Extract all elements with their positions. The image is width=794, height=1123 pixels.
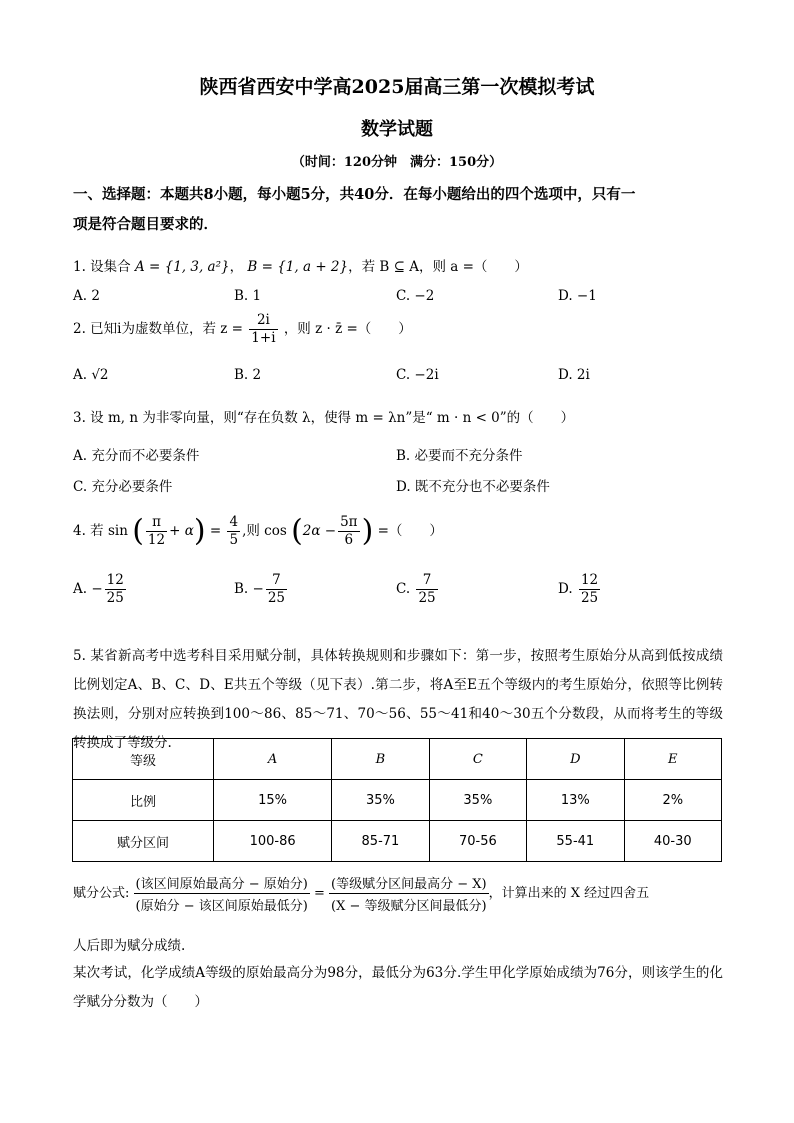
q4-f2-den: 5 xyxy=(229,532,239,548)
q4-f2-num: 4 xyxy=(229,514,239,530)
question-4-stem: 4. 若 sin ( $\frac{\pi}{12}$ + α) = $\frac{4}{5}$ ,则 cos (2α − $\frac{5\pi}{6}$ ) =（ ） xyxy=(73,513,443,549)
formula-right-den: (X − 等级赋分区间最低分) xyxy=(331,899,487,914)
formula-tail-line2: 人后即为赋分成绩. xyxy=(73,938,186,954)
q2-option-c: C. −2i xyxy=(396,367,439,383)
table-cell: 40-30 xyxy=(624,821,721,862)
grade-table xyxy=(72,738,722,862)
q4-f3-den: 6 xyxy=(344,532,354,548)
q4-fraction-2 xyxy=(227,514,240,549)
q4-option-c-label: C. xyxy=(396,581,411,597)
q4-option-c-num: 7 xyxy=(416,572,437,590)
table-cell: 70-56 xyxy=(429,821,526,862)
question-3-stem: 3. 设 m, n 为非零向量，则“存在负数 λ，使得 m = λn”是“ m · n < 0”的（ ） xyxy=(73,410,575,426)
table-cell: 15% xyxy=(214,780,332,821)
table-cell: 13% xyxy=(527,780,624,821)
q4-part-3: = xyxy=(209,523,222,539)
table-header-cell: C xyxy=(429,739,526,780)
question-5-intro: 5. 某省新高考中选考科目采用赋分制，具体转换规则和步骤如下：第一步，按照考生原始分从高到低按成绩比例划定A、B、C、D、E共五个等级（见下表）.第二步，将A至E五个等级内的考生原始分，依照等比例转换法则，分别对应转换到100～86、85～71、70～56、55～41和40～30五个分数段，从而将考生的等级转换成了等级分. xyxy=(73,648,723,751)
subject-title: 数学试题 xyxy=(361,119,433,140)
section-heading-line1: 一、选择题：本题共8小题，每小题5分，共40分．在每小题给出的四个选项中，只有一 xyxy=(73,186,636,203)
q4-fraction-3 xyxy=(338,514,359,549)
q4-option-a-den: 25 xyxy=(106,590,124,606)
q4-option-a xyxy=(73,572,128,607)
q3-option-d: D. 既不充分也不必要条件 xyxy=(396,479,550,495)
q2-suffix: ，则 z · z̄ =（ ） xyxy=(283,321,412,337)
table-cell: 55-41 xyxy=(527,821,624,862)
table-cell: 35% xyxy=(429,780,526,821)
q4-part-2: + α xyxy=(169,523,194,539)
q2-option-b: B. 2 xyxy=(234,367,262,383)
q1-set-b: B = {1, a + 2} xyxy=(247,259,349,275)
table-cell: 35% xyxy=(332,780,429,821)
q4-f3-num: 5π xyxy=(340,514,358,530)
q2-option-a: A. √2 xyxy=(73,367,109,383)
formula-label: 赋分公式: xyxy=(73,886,130,901)
q2-fraction-numerator: 2i xyxy=(249,312,277,330)
q4-part-1: 4. 若 sin xyxy=(73,523,128,539)
question-5-body: 某次考试，化学成绩A等级的原始最高分为98分，最低分为63分.学生甲化学原始成绩为76分，则该学生的化学赋分分数为（ ） xyxy=(73,965,723,1010)
table-header-cell: A xyxy=(214,739,332,780)
formula-left-num: (该区间原始最高分 − 原始分) xyxy=(134,872,310,894)
formula-tail: ，计算出来的 X 经过四舍五 xyxy=(488,886,650,901)
q4-option-b-sign: − xyxy=(252,581,264,597)
formula-left-den: (原始分 − 该区间原始最低分) xyxy=(135,899,308,914)
table-cell: 100-86 xyxy=(214,821,332,862)
q1-option-a: A. 2 xyxy=(73,288,100,304)
table-cell: 2% xyxy=(624,780,721,821)
q1-option-c: C. −2 xyxy=(396,288,435,304)
exam-title: 陕西省西安中学高2025届高三第一次模拟考试 xyxy=(199,76,595,98)
q4-option-b xyxy=(234,572,289,607)
table-row xyxy=(73,739,722,780)
q4-option-d-den: 25 xyxy=(580,590,599,606)
q1-sep: ， xyxy=(229,259,244,275)
table-cell: 赋分区间 xyxy=(73,821,214,862)
q4-part-4: ,则 cos xyxy=(242,523,287,539)
q3-option-a: A. 充分而不必要条件 xyxy=(73,448,200,464)
q4-option-b-label: B. xyxy=(234,581,249,597)
q2-option-d: D. 2i xyxy=(558,367,590,383)
q2-prefix: 2. 已知i为虚数单位，若 z = xyxy=(73,321,243,337)
formula-left-fraction xyxy=(134,872,310,915)
q4-f1-num: π xyxy=(146,514,167,532)
q4-option-a-label: A. xyxy=(73,581,88,597)
formula-right-num: (等级赋分区间最高分 − X) xyxy=(329,872,489,894)
exam-info: （时间：120分钟 满分：150分） xyxy=(291,155,503,170)
table-cell: 85-71 xyxy=(332,821,429,862)
section-heading-line2: 项是符合题目要求的． xyxy=(73,216,218,233)
q4-option-c-den: 25 xyxy=(418,590,436,606)
q4-option-d xyxy=(558,572,602,607)
q4-part-5: 2α − xyxy=(302,523,337,539)
q4-f1-den: 12 xyxy=(147,532,166,548)
q4-option-b-den: 25 xyxy=(267,590,286,606)
question-2-stem xyxy=(73,312,412,347)
q2-fraction xyxy=(249,312,277,347)
q4-option-a-sign: − xyxy=(91,581,103,597)
q1-condition: ，若 B ⊆ A，则 a =（ ） xyxy=(348,259,528,275)
q1-option-b: B. 1 xyxy=(234,288,262,304)
table-row xyxy=(73,780,722,821)
q4-option-d-num: 12 xyxy=(580,572,599,588)
q4-part-6: =（ ） xyxy=(377,523,443,539)
q1-set-a: A = {1, 3, a²} xyxy=(134,259,230,275)
table-header-cell: E xyxy=(624,739,721,780)
q3-option-b: B. 必要而不充分条件 xyxy=(396,448,523,464)
q4-fraction-1 xyxy=(146,514,167,549)
q4-option-a-num: 12 xyxy=(106,572,124,588)
formula-equals: = xyxy=(313,886,325,901)
question-1-stem xyxy=(73,255,528,275)
table-header-cell: D xyxy=(527,739,624,780)
q2-fraction-denominator: 1+i xyxy=(251,330,276,346)
q3-option-c: C. 充分必要条件 xyxy=(73,479,173,495)
q4-option-c xyxy=(396,572,440,607)
table-header-cell: B xyxy=(332,739,429,780)
scoring-formula xyxy=(73,872,649,915)
q4-option-b-num: 7 xyxy=(266,572,287,590)
table-row xyxy=(73,821,722,862)
formula-right-fraction xyxy=(329,872,489,915)
q1-option-d: D. −1 xyxy=(558,288,597,304)
q4-option-d-label: D. xyxy=(558,581,573,597)
table-header-cell: 等级 xyxy=(73,739,214,780)
table-cell: 比例 xyxy=(73,780,214,821)
q1-prefix: 1. 设集合 xyxy=(73,259,131,275)
